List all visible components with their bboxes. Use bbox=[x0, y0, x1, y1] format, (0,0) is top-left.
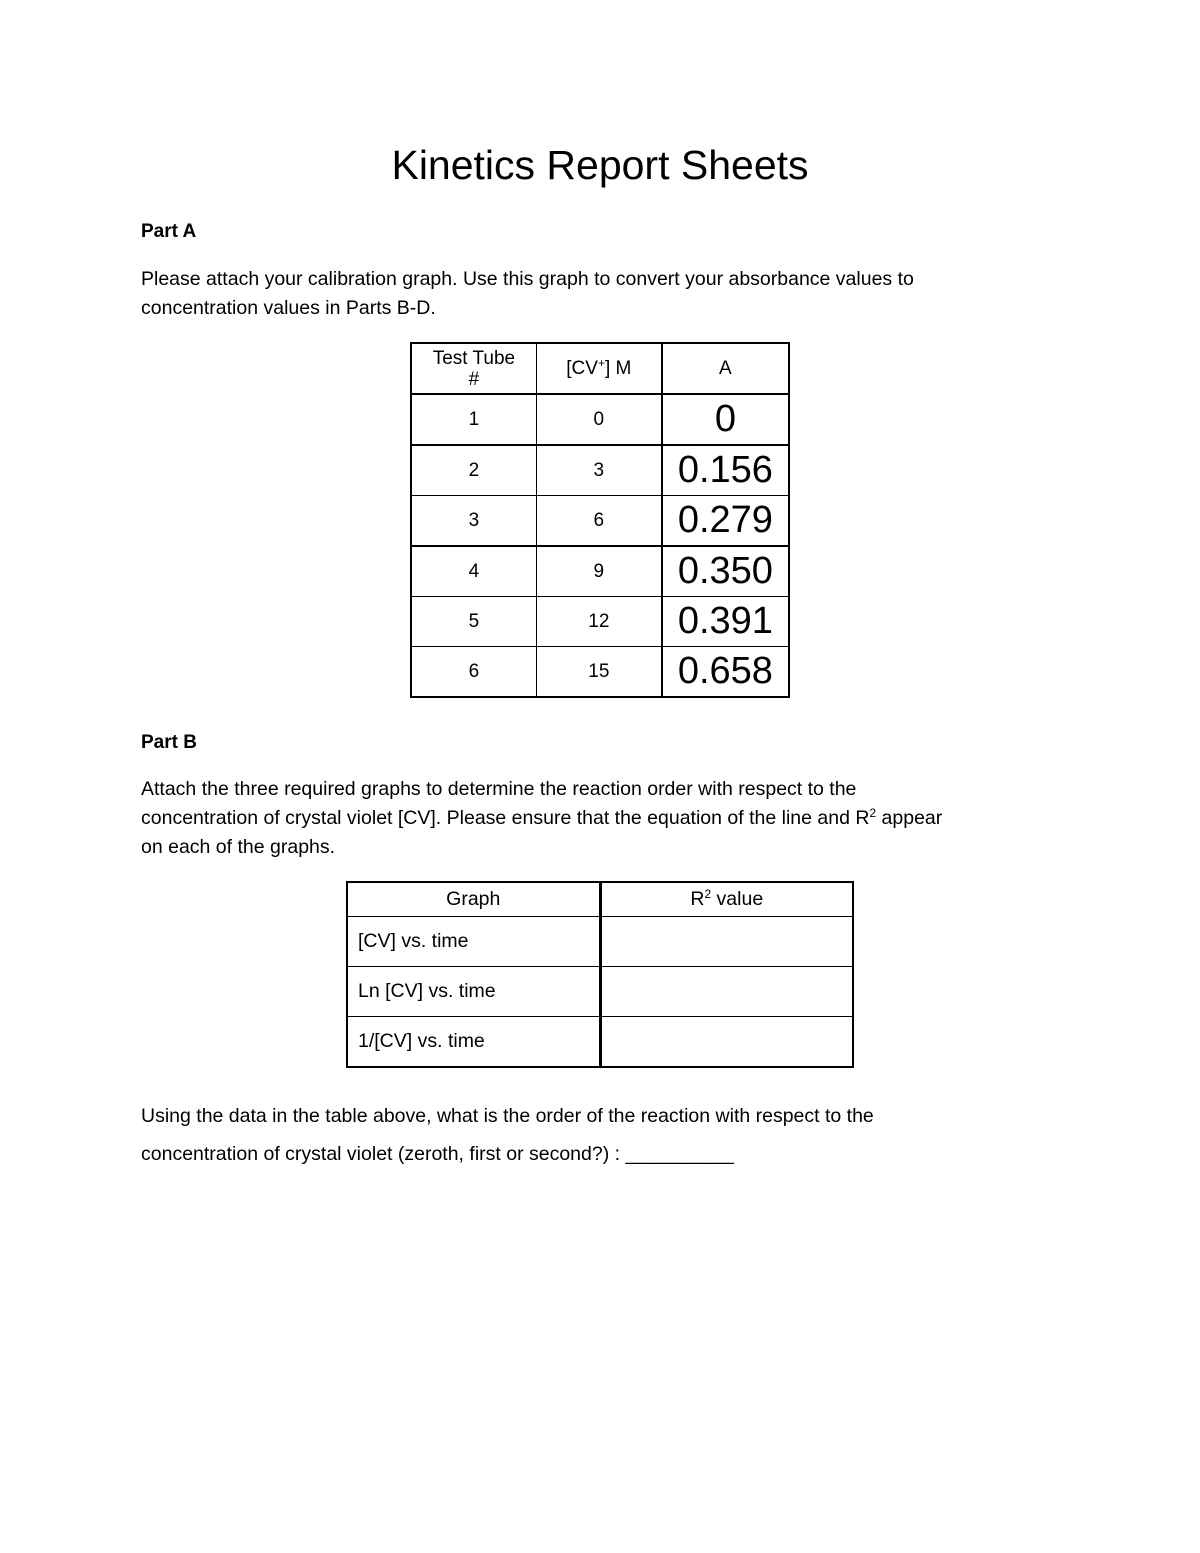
abs-cell: 0.391 bbox=[662, 597, 789, 647]
part-b-instructions bbox=[141, 775, 1061, 862]
test-tube-header: Test Tube # bbox=[411, 343, 536, 394]
graph-name-cell: [CV] vs. time bbox=[347, 917, 600, 967]
table-row bbox=[347, 967, 853, 1017]
r2-value-cell[interactable] bbox=[600, 917, 853, 967]
reaction-order-question bbox=[141, 1097, 1061, 1173]
r2-value-cell[interactable] bbox=[600, 1017, 853, 1068]
graph-header-row bbox=[347, 882, 853, 917]
table-row bbox=[411, 496, 789, 547]
question-line1: Using the data in the table above, what is the order of the reaction with respect to the bbox=[141, 1105, 874, 1127]
tube-cell: 6 bbox=[411, 647, 536, 698]
tube-cell: 4 bbox=[411, 546, 536, 597]
graph-header: Graph bbox=[347, 882, 600, 917]
part-a-instructions bbox=[141, 265, 1061, 323]
tube-cell: 1 bbox=[411, 394, 536, 445]
concentration-header: [CV+] M bbox=[536, 343, 661, 394]
table-row bbox=[347, 917, 853, 967]
abs-cell: 0.658 bbox=[662, 647, 789, 698]
conc-cell: 9 bbox=[536, 546, 661, 597]
tube-cell: 3 bbox=[411, 496, 536, 547]
question-line2[interactable]: concentration of crystal violet (zeroth, first or second?) : __________ bbox=[141, 1143, 734, 1165]
table-row bbox=[411, 394, 789, 445]
part-a-text-line2: concentration values in Parts B-D. bbox=[141, 297, 436, 319]
tube-cell: 5 bbox=[411, 597, 536, 647]
part-a-heading: Part A bbox=[141, 221, 197, 242]
part-b-text-line1: Attach the three required graphs to determine the reaction order with respect to the bbox=[141, 778, 857, 800]
tube-cell: 2 bbox=[411, 445, 536, 496]
part-b-heading: Part B bbox=[141, 732, 197, 753]
part-b-text-line3: on each of the graphs. bbox=[141, 836, 336, 858]
table-row bbox=[411, 647, 789, 698]
conc-cell: 12 bbox=[536, 597, 661, 647]
abs-cell: 0.279 bbox=[662, 496, 789, 547]
r2-value-cell[interactable] bbox=[600, 967, 853, 1017]
table-row bbox=[411, 445, 789, 496]
conc-cell: 6 bbox=[536, 496, 661, 547]
graph-r2-table bbox=[346, 881, 854, 1068]
graph-name-cell: Ln [CV] vs. time bbox=[347, 967, 600, 1017]
calibration-header-row bbox=[411, 343, 789, 394]
page-title: Kinetics Report Sheets bbox=[391, 142, 809, 188]
table-row bbox=[347, 1017, 853, 1068]
abs-cell: 0.156 bbox=[662, 445, 789, 496]
absorbance-header: A bbox=[662, 343, 789, 394]
abs-cell: 0.350 bbox=[662, 546, 789, 597]
conc-cell: 15 bbox=[536, 647, 661, 698]
conc-cell: 3 bbox=[536, 445, 661, 496]
part-b-text-line2: concentration of crystal violet [CV]. Please ensure that the equation of the line and $R^2$ appear bbox=[141, 806, 943, 829]
abs-cell: 0 bbox=[662, 394, 789, 445]
r2-header: $R^2$ value bbox=[600, 882, 853, 917]
conc-cell: 0 bbox=[536, 394, 661, 445]
table-row bbox=[411, 597, 789, 647]
calibration-table bbox=[410, 342, 790, 698]
table-row bbox=[411, 546, 789, 597]
part-a-text-line1: Please attach your calibration graph. Use this graph to convert your absorbance values to bbox=[141, 268, 914, 290]
graph-name-cell: 1/[CV] vs. time bbox=[347, 1017, 600, 1068]
